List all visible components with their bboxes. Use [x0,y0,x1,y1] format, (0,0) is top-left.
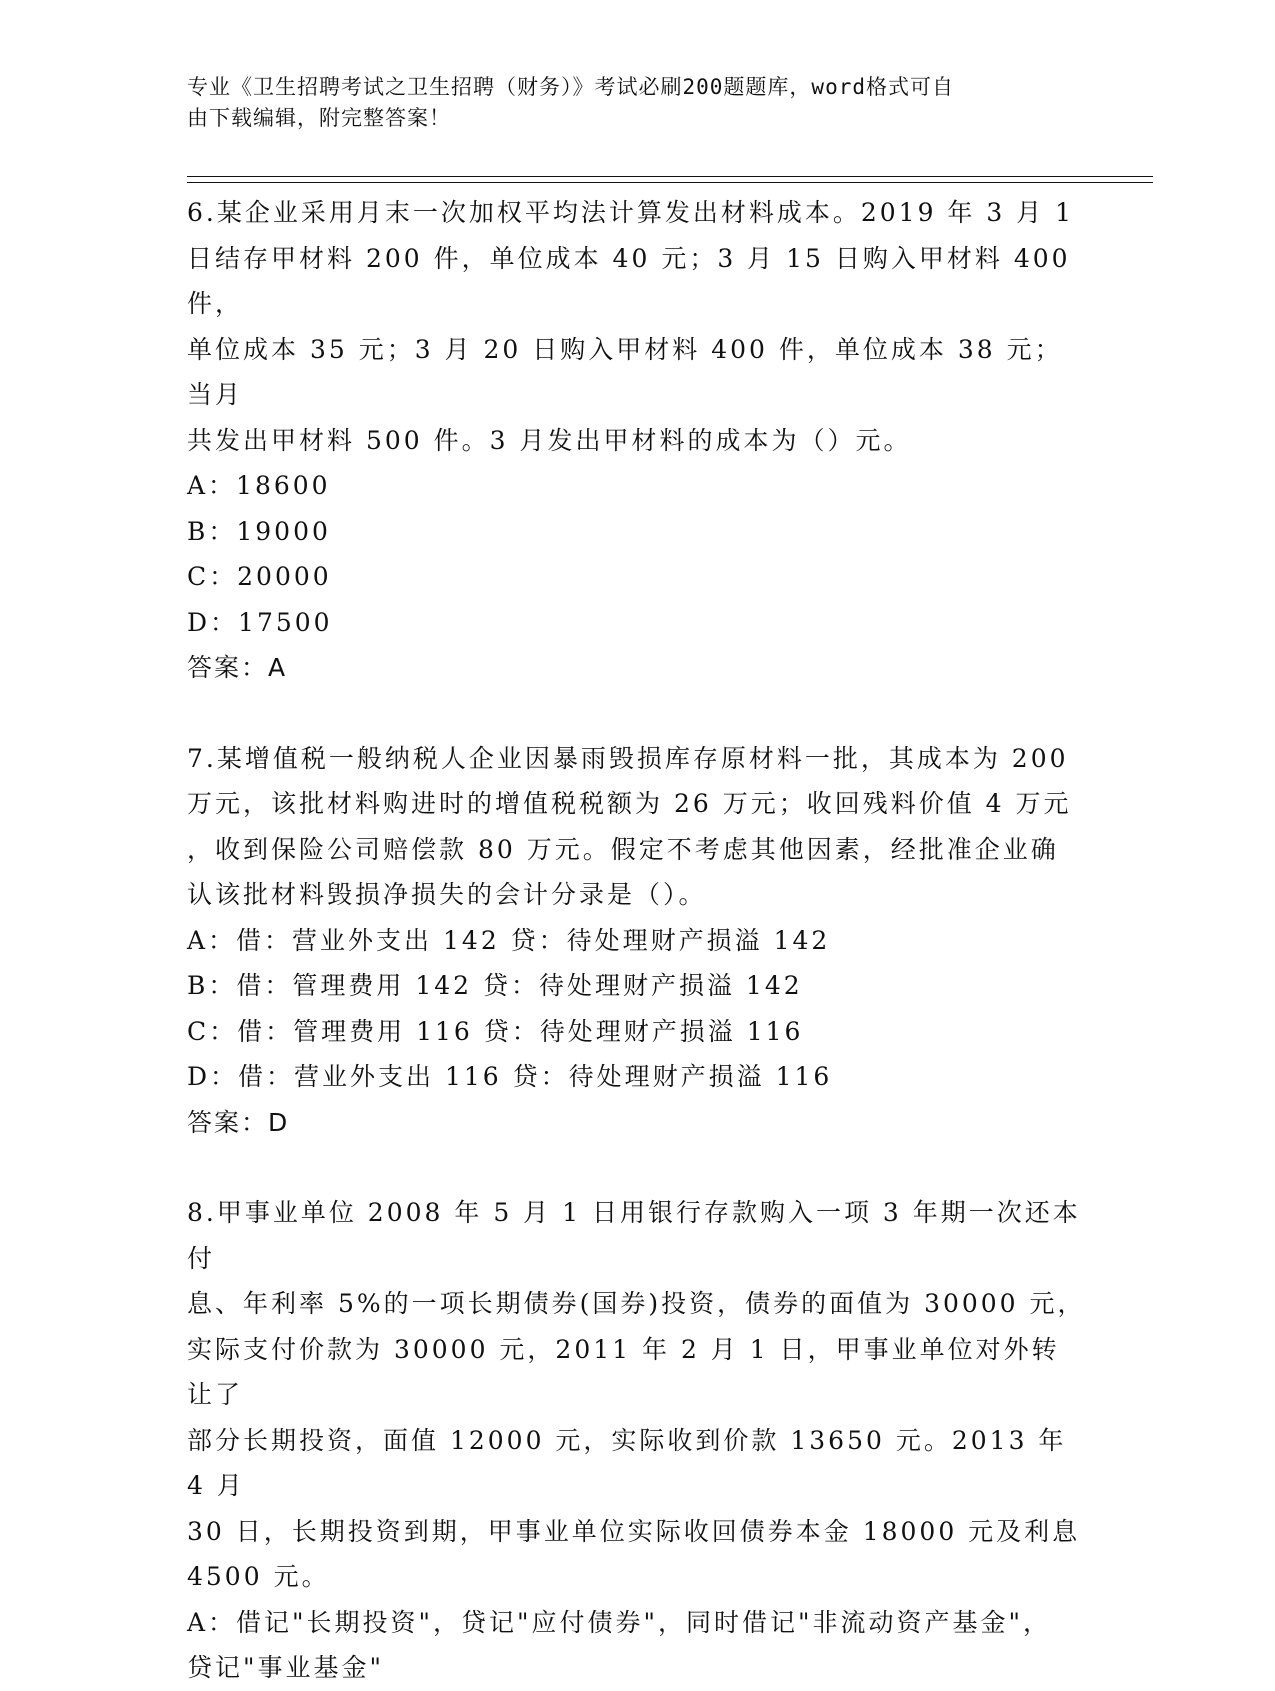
answer: 答案：A [187,653,288,682]
option-b: B：19000 [187,516,331,546]
question-7-stem [187,736,1087,918]
question-line: 8.甲事业单位 2008 年 5 月 1 日用银行存款购入一项 3 年期一次还本付 [187,1198,1081,1273]
question-8 [187,1190,1087,1691]
option-a-continued: 贷记"事业基金" [187,1653,384,1682]
question-line: 万元，该批材料购进时的增值税税额为 26 万元；收回残料价值 4 万元 [187,789,1072,818]
option-a: A：借：营业外支出 142 贷：待处理财产损溢 142 [187,925,831,955]
option-d: D：17500 [187,607,333,637]
header-title-line-2: 由下载编辑，附完整答案！ [187,106,451,130]
question-line: 认该批材料毁损净损失的会计分录是（）。 [187,880,707,909]
header-title-line-1: 专业《卫生招聘考试之卫生招聘（财务）》考试必刷200题题库，word格式可自 [187,75,954,99]
document-header [187,72,1067,134]
option-a: A：18600 [187,471,331,500]
question-line: 单位成本 35 元；3 月 20 日购入甲材料 400 件，单位成本 38 元；当月 [187,334,1063,409]
option-c: C：20000 [187,562,332,591]
question-line: ，收到保险公司赔偿款 80 万元。假定不考虑其他因素，经批准企业确 [187,834,1059,864]
answer: 答案：D [187,1107,290,1137]
question-line: 4500 元。 [187,1562,330,1591]
question-line: 部分长期投资，面值 12000 元，实际收到价款 13650 元。2013 年 4 月 [187,1425,1067,1500]
question-line: 息、年利率 5%的一项长期债券(国券)投资，债券的面值为 30000 元， [187,1289,1086,1318]
question-list [187,190,1087,1691]
question-7 [187,736,1087,1146]
question-line: 6.某企业采用月末一次加权平均法计算发出材料成本。2019 年 3 月 1 [187,198,1075,227]
spacer [187,1145,1087,1190]
option-c: C：借：管理费用 116 贷：待处理财产损溢 116 [187,1016,804,1046]
question-6 [187,190,1087,691]
option-d: D：借：营业外支出 116 贷：待处理财产损溢 116 [187,1062,833,1091]
question-6-stem [187,190,1087,463]
option-b: B：借：管理费用 142 贷：待处理财产损溢 142 [187,971,803,1000]
spacer [187,691,1087,736]
option-a: A：借记"长期投资"，贷记"应付债券"，同时借记"非流动资产基金"， [187,1607,1052,1637]
header-divider-top [187,176,1153,177]
header-divider-bottom [187,182,1153,183]
question-line: 共发出甲材料 500 件。3 月发出甲材料的成本为（）元。 [187,425,912,455]
question-line: 30 日，长期投资到期，甲事业单位实际收回债券本金 18000 元及利息 [187,1516,1081,1546]
question-line: 实际支付价款为 30000 元，2011 年 2 月 1 日，甲事业单位对外转让了 [187,1334,1060,1409]
question-line: 日结存甲材料 200 件，单位成本 40 元；3 月 15 日购入甲材料 400 件， [187,243,1071,318]
question-line: 7.某增值税一般纳税人企业因暴雨毁损库存原材料一批，其成本为 200 [187,743,1069,773]
question-8-stem [187,1190,1087,1600]
